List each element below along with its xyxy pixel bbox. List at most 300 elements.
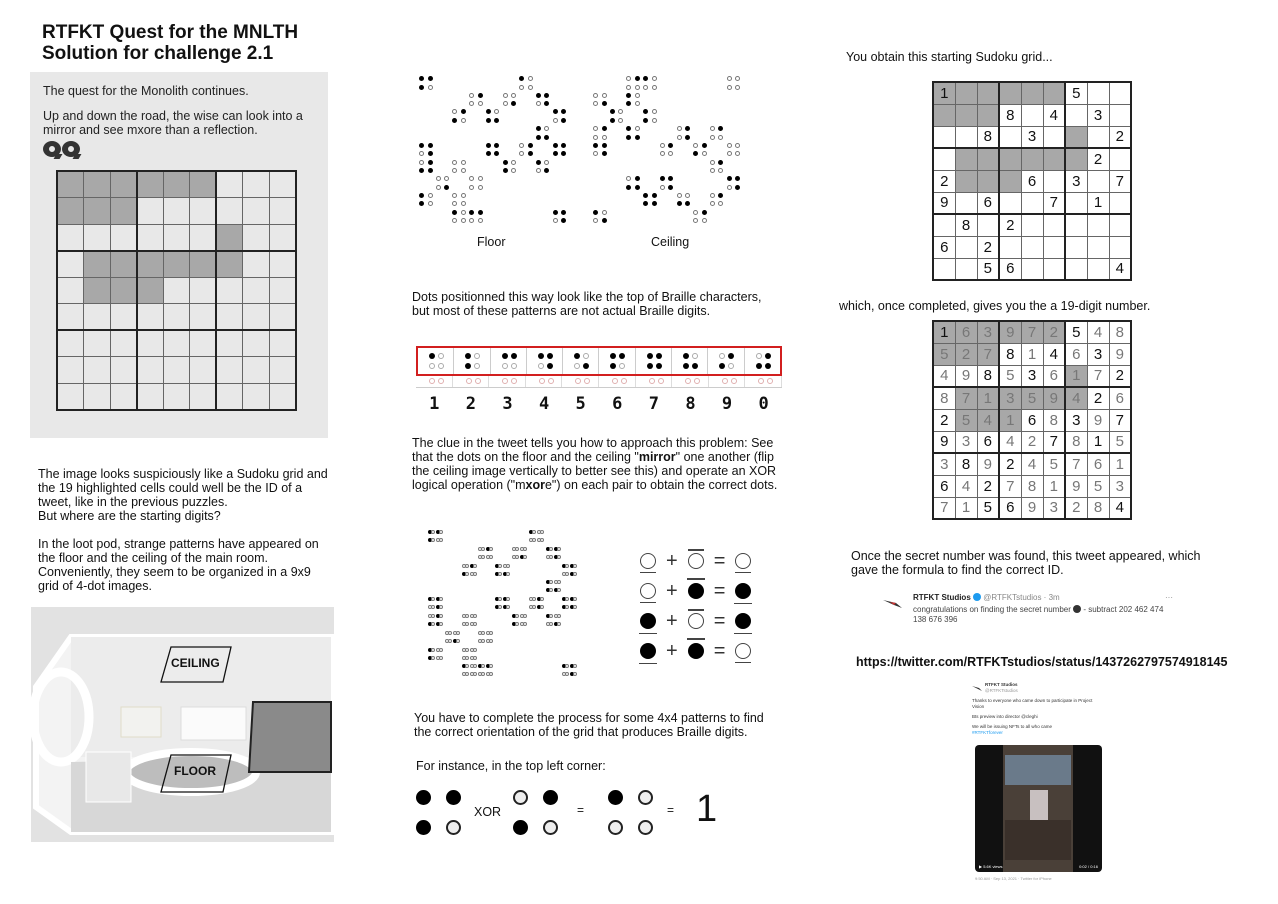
floor-example-dot [446,820,461,835]
empty-dot [544,160,549,165]
empty-dot [710,126,715,131]
floor-dot-block [452,210,466,224]
xor-dot-block [495,597,509,611]
empty-dot [469,93,474,98]
empty-circle-icon [735,643,751,659]
xor-dot-block [529,530,543,544]
xor-dot [465,564,469,568]
filled-dot [561,118,566,123]
empty-dot [702,151,707,156]
braille-lower-cell [416,376,453,387]
xor-dot [473,648,477,652]
empty-dot [693,143,698,148]
xor-rule [640,576,751,606]
sudoku-cell [163,357,190,384]
tweet-video[interactable] [975,745,1102,872]
empty-dot [652,76,657,81]
sudoku-cell: 2 [977,475,999,497]
sudoku-cell: 4 [955,475,977,497]
sudoku-cell [57,330,84,357]
empty-dot [602,210,607,215]
filled-dot [452,118,457,123]
empty-dot [452,201,457,206]
ceiling-dot-block [677,193,691,207]
empty-dot [635,93,640,98]
filled-dot [561,109,566,114]
xor-dot [565,672,569,676]
sudoku-cell [1043,126,1065,148]
xor-dot [431,538,435,542]
sudoku-cell: 7 [977,343,999,365]
xor-dot [473,672,477,676]
sudoku-cell: 6 [999,258,1021,280]
filled-dot [553,109,558,114]
empty-dot [538,363,544,369]
sudoku-cell: 4 [1109,497,1131,519]
sudoku-cell: 1 [1065,365,1087,387]
equals-sign: = [713,609,726,632]
empty-dot [718,201,723,206]
sudoku-cell [269,251,296,278]
floor-dot-block [519,143,533,157]
sudoku-cell [999,126,1021,148]
sudoku-cell [243,224,270,251]
tweet-more-icon[interactable]: ··· [1165,593,1173,602]
sudoku-cell [1043,148,1065,170]
braille-lower-cell [489,376,526,387]
filled-dot [469,210,474,215]
xor-dot [439,622,443,626]
filled-circle-icon [640,643,656,659]
sudoku-cell [57,304,84,331]
sudoku-cell [243,171,270,198]
empty-dot [612,378,618,384]
xor-dot [565,664,569,668]
filled-dot [511,101,516,106]
xor-dot-block [462,564,476,578]
empty-dot [474,353,480,359]
floor-dot-block [452,160,466,174]
ceiling-example-dot [543,820,558,835]
explanation [38,467,328,593]
sudoku-cell: 3 [999,387,1021,409]
intro-text-1: The quest for the Monolith continues. [43,84,249,98]
sudoku-cell: 3 [1065,170,1087,192]
sudoku-cell [216,171,243,198]
floor-dot-block [553,109,567,123]
sudoku-cell [190,171,217,198]
tweet-body: congratulations on finding the secret number [913,605,1071,614]
sudoku-cell [1087,214,1109,236]
sudoku-cell [190,277,217,304]
xor-rule [640,546,751,576]
filled-dot [602,151,607,156]
empty-dot [727,143,732,148]
ceiling-dot-block [610,109,624,123]
sudoku-cell: 8 [1087,497,1109,519]
sudoku-cell [269,198,296,225]
empty-dot [536,101,541,106]
sudoku-cell [1021,82,1043,104]
empty-dot [710,193,715,198]
clue-part-1: The clue in the tweet tells you how to approach this problem: See that the dots on the floor and the ceiling " [412,436,774,464]
empty-dot [539,378,545,384]
empty-dot [649,378,655,384]
filled-dot [528,143,533,148]
sudoku-cell: 4 [1021,453,1043,475]
xor-dot [565,605,569,609]
ceiling-label: CEILING [171,656,220,670]
filled-dot [619,353,625,359]
sudoku-cell [1065,258,1087,280]
filled-dot [574,353,580,359]
filled-dot [419,143,424,148]
sudoku-cell [1043,236,1065,258]
filled-dot [478,210,483,215]
xor-dot-block [562,664,576,678]
sudoku-cell: 5 [977,497,999,519]
filled-circle-icon [735,613,751,629]
floor-dot-block [419,143,433,157]
empty-dot [735,151,740,156]
sudoku-cell: 1 [1043,475,1065,497]
xor-dot [481,547,485,551]
xor-dot [489,664,493,668]
sudoku-cell [110,304,137,331]
filled-dot [643,109,648,114]
xor-dot [506,597,510,601]
xor-dot-block [428,530,442,544]
sudoku-cell [933,214,955,236]
ceiling-dot-block [693,210,707,224]
xor-dot [523,555,527,559]
project-vision-tweet[interactable] [972,682,1104,736]
sudoku-cell [243,277,270,304]
tweet2-hashtag[interactable]: #RTFKTforever [972,730,1003,735]
sudoku-cell: 9 [1109,343,1131,365]
empty-dot [658,378,664,384]
empty-dot [593,101,598,106]
ceiling-dot-block [626,76,640,90]
empty-dot [503,101,508,106]
filled-dot [519,76,524,81]
sudoku-cell: 2 [1065,497,1087,519]
clue-part-2: " one another (flip the ceiling image vertically to better see this) and operate an XOR logical operation ("m [412,450,777,492]
floor-example-dot [416,820,431,835]
clue-part-3: e") on each pair to obtain the correct dots. [544,478,778,492]
eye-emoji-icon [1073,605,1081,613]
sudoku-cell: 1 [1087,431,1109,453]
filled-dot [643,193,648,198]
empty-dot [553,118,558,123]
floor-dot-block [503,160,517,174]
xor-dot [573,605,577,609]
sudoku-cell: 6 [977,431,999,453]
ceiling-dot-block [660,143,674,157]
xor-dot-block [462,664,476,678]
empty-circle-icon [688,613,704,629]
tweet2-line-1: Thanks to everyone who came down to participate in Project Vision [972,698,1093,709]
sudoku-cell: 4 [933,365,955,387]
empty-dot [660,143,665,148]
xor-dot [431,605,435,609]
empty-dot [635,85,640,90]
sudoku-cell [1087,236,1109,258]
sudoku-cell: 7 [1109,170,1131,192]
sudoku-cell [137,251,164,278]
empty-dot [621,378,627,384]
xor-truth-table [640,546,751,666]
empty-dot [593,151,598,156]
xor-dot [489,555,493,559]
sudoku-cell [110,224,137,251]
sudoku-cell [84,357,111,384]
empty-dot [511,93,516,98]
sudoku-cell: 4 [1043,343,1065,365]
floor-dot-block [536,160,550,174]
sudoku-cell [1087,82,1109,104]
empty-dot [511,378,517,384]
explain-p1: The image looks suspiciously like a Sudoku grid and the 19 highlighted cells could well be the ID of a tweet, like in the previous puzzles. [38,467,328,509]
filled-dot [561,151,566,156]
xor-dot [573,597,577,601]
tweet2-line-3: We will be issuing NFTs to all who came [972,724,1052,729]
sudoku-cell: 9 [1021,497,1043,519]
braille-digit-label: 7 [648,394,659,414]
filled-dot [652,193,657,198]
filled-dot [593,143,598,148]
sudoku-cell [243,251,270,278]
ceiling-dot-block [593,93,607,107]
xor-dot-block [478,664,492,678]
filled-dot [486,151,491,156]
sudoku-cell: 5 [933,343,955,365]
sudoku-cell [1043,214,1065,236]
empty-dot [519,151,524,156]
sudoku-cell [955,104,977,126]
sudoku-cell [243,357,270,384]
sudoku-cell: 3 [955,431,977,453]
xor-dot [439,530,443,534]
sudoku-cell [163,330,190,357]
braille-digit-label: 0 [758,394,769,414]
tweet2-footer: 9:50 AM · Sep 13, 2021 · Twitter for iPhone [975,876,1052,881]
sudoku-cell: 6 [1087,453,1109,475]
video-views: ▶ 5.6K views [979,864,1003,869]
sudoku-cell: 5 [955,409,977,431]
ceiling-dot-block [643,76,657,90]
empty-dot [593,126,598,131]
sudoku-cell: 6 [933,236,955,258]
braille-digit-labels [416,394,782,414]
xor-dot-block [546,580,560,594]
equals-sign: = [713,579,726,602]
filled-dot [494,151,499,156]
filled-dot [756,363,762,369]
braille-lower-cell [636,376,673,387]
empty-dot [735,85,740,90]
empty-dot [478,176,483,181]
xor-dot [557,588,561,592]
empty-dot [702,218,707,223]
filled-dot [626,101,631,106]
tweet-url[interactable]: https://twitter.com/RTFKTstudios/status/1437262797574918145 [856,655,1228,669]
sudoku-cell [110,383,137,410]
filled-dot [643,76,648,81]
sudoku-cell [110,330,137,357]
room-illustration [31,607,334,842]
empty-dot [452,160,457,165]
xor-dot [540,605,544,609]
xor-dot [431,622,435,626]
empty-dot [438,363,444,369]
sudoku-cell [999,170,1021,192]
sudoku-cell [999,236,1021,258]
filled-dot [544,101,549,106]
filled-dot [668,143,673,148]
sudoku-cell: 3 [1109,475,1131,497]
sudoku-cell [84,277,111,304]
sudoku-cell [977,82,999,104]
tweet-body-2: - subtract 202 462 474 138 676 396 [913,605,1164,624]
filled-dot [486,109,491,114]
sudoku-cell [933,126,955,148]
sudoku-cell: 2 [1087,387,1109,409]
xor-dot [465,614,469,618]
xor-dot [515,622,519,626]
filled-dot [626,93,631,98]
xor-dot [489,631,493,635]
xor-dot [557,555,561,559]
empty-dot [511,363,517,369]
filled-dot [486,143,491,148]
filled-dot [647,363,653,369]
ceiling-dot-block [677,126,691,140]
sudoku-cell [84,171,111,198]
ceiling-dot-block [727,176,741,190]
start-sudoku-caption: You obtain this starting Sudoku grid... [846,50,1053,64]
ceiling-dot-block [693,143,707,157]
xor-dot [448,631,452,635]
xor-label: XOR [474,805,502,819]
braille-digit-label: 1 [429,394,440,414]
sudoku-cell: 8 [955,453,977,475]
empty-dot [461,201,466,206]
sudoku-cell: 8 [1043,409,1065,431]
empty-dot [652,109,657,114]
sudoku-cell: 2 [977,236,999,258]
braille-cell [454,348,490,374]
clue-mirror: mirror [638,450,676,464]
sudoku-cell [84,251,111,278]
empty-dot [469,185,474,190]
filled-dot [547,353,553,359]
filled-dot [685,135,690,140]
empty-dot [694,378,700,384]
filled-dot [544,168,549,173]
xor-dot-block [495,564,509,578]
sudoku-cell: 6 [977,192,999,214]
filled-dot [419,201,424,206]
empty-dot [429,378,435,384]
floor-dot-block [436,176,450,190]
xor-dot [549,580,553,584]
sudoku-cell: 5 [1109,431,1131,453]
filled-dot [765,353,771,359]
equals-1: = [577,803,585,817]
filled-dot [685,201,690,206]
filled-dot [626,126,631,131]
sudoku-cell [190,330,217,357]
braille-digit-label: 2 [465,394,477,414]
xor-dot [465,672,469,676]
tweet2-author: RTFKT Studios [985,682,1018,687]
sudoku-cell: 1 [999,409,1021,431]
filled-dot [419,168,424,173]
xor-dot [557,614,561,618]
ceiling-dot-block [626,176,640,190]
filled-dot [635,76,640,81]
filled-dot [544,93,549,98]
xor-dot-block [562,597,576,611]
result-example-dot [638,820,653,835]
xor-dot [481,639,485,643]
video-thumbnail [975,745,1102,872]
equals-sign: = [713,549,726,572]
sudoku-cell [1065,214,1087,236]
empty-dot [727,85,732,90]
braille-bottom-row [416,376,782,388]
sudoku-cell: 7 [999,475,1021,497]
xor-dot [506,572,510,576]
xor-dot [498,564,502,568]
tweet-author: RTFKT Studios [913,593,971,602]
empty-dot [544,126,549,131]
ceiling-dot-block [710,126,724,140]
xor-dot-block [428,648,442,662]
sudoku-cell [269,224,296,251]
empty-dot [693,210,698,215]
empty-dot [710,168,715,173]
sudoku-cell: 2 [933,170,955,192]
sudoku-cell [1021,258,1043,280]
empty-dot [685,193,690,198]
braille-cell [708,348,744,374]
sudoku-cell [1065,126,1087,148]
sudoku-cell [955,192,977,214]
filled-dot [465,363,471,369]
braille-lower-cell [599,376,636,387]
sudoku-cell [1065,148,1087,170]
ceiling-example-dot [513,820,528,835]
sudoku-cell: 7 [1065,453,1087,475]
ceiling-dot-block [643,109,657,123]
empty-dot [710,135,715,140]
xor-dot [439,597,443,601]
xor-example [414,786,734,836]
xor-dot [565,597,569,601]
filled-dot [494,143,499,148]
braille-cell [636,348,672,374]
sudoku-cell: 1 [977,387,999,409]
filled-dot [702,143,707,148]
floor-dot-block [469,210,483,224]
xor-dot-block [546,614,560,628]
ceiling-dot-block [643,193,657,207]
sudoku-cell [137,198,164,225]
filled-dot [428,160,433,165]
filled-dot [544,135,549,140]
